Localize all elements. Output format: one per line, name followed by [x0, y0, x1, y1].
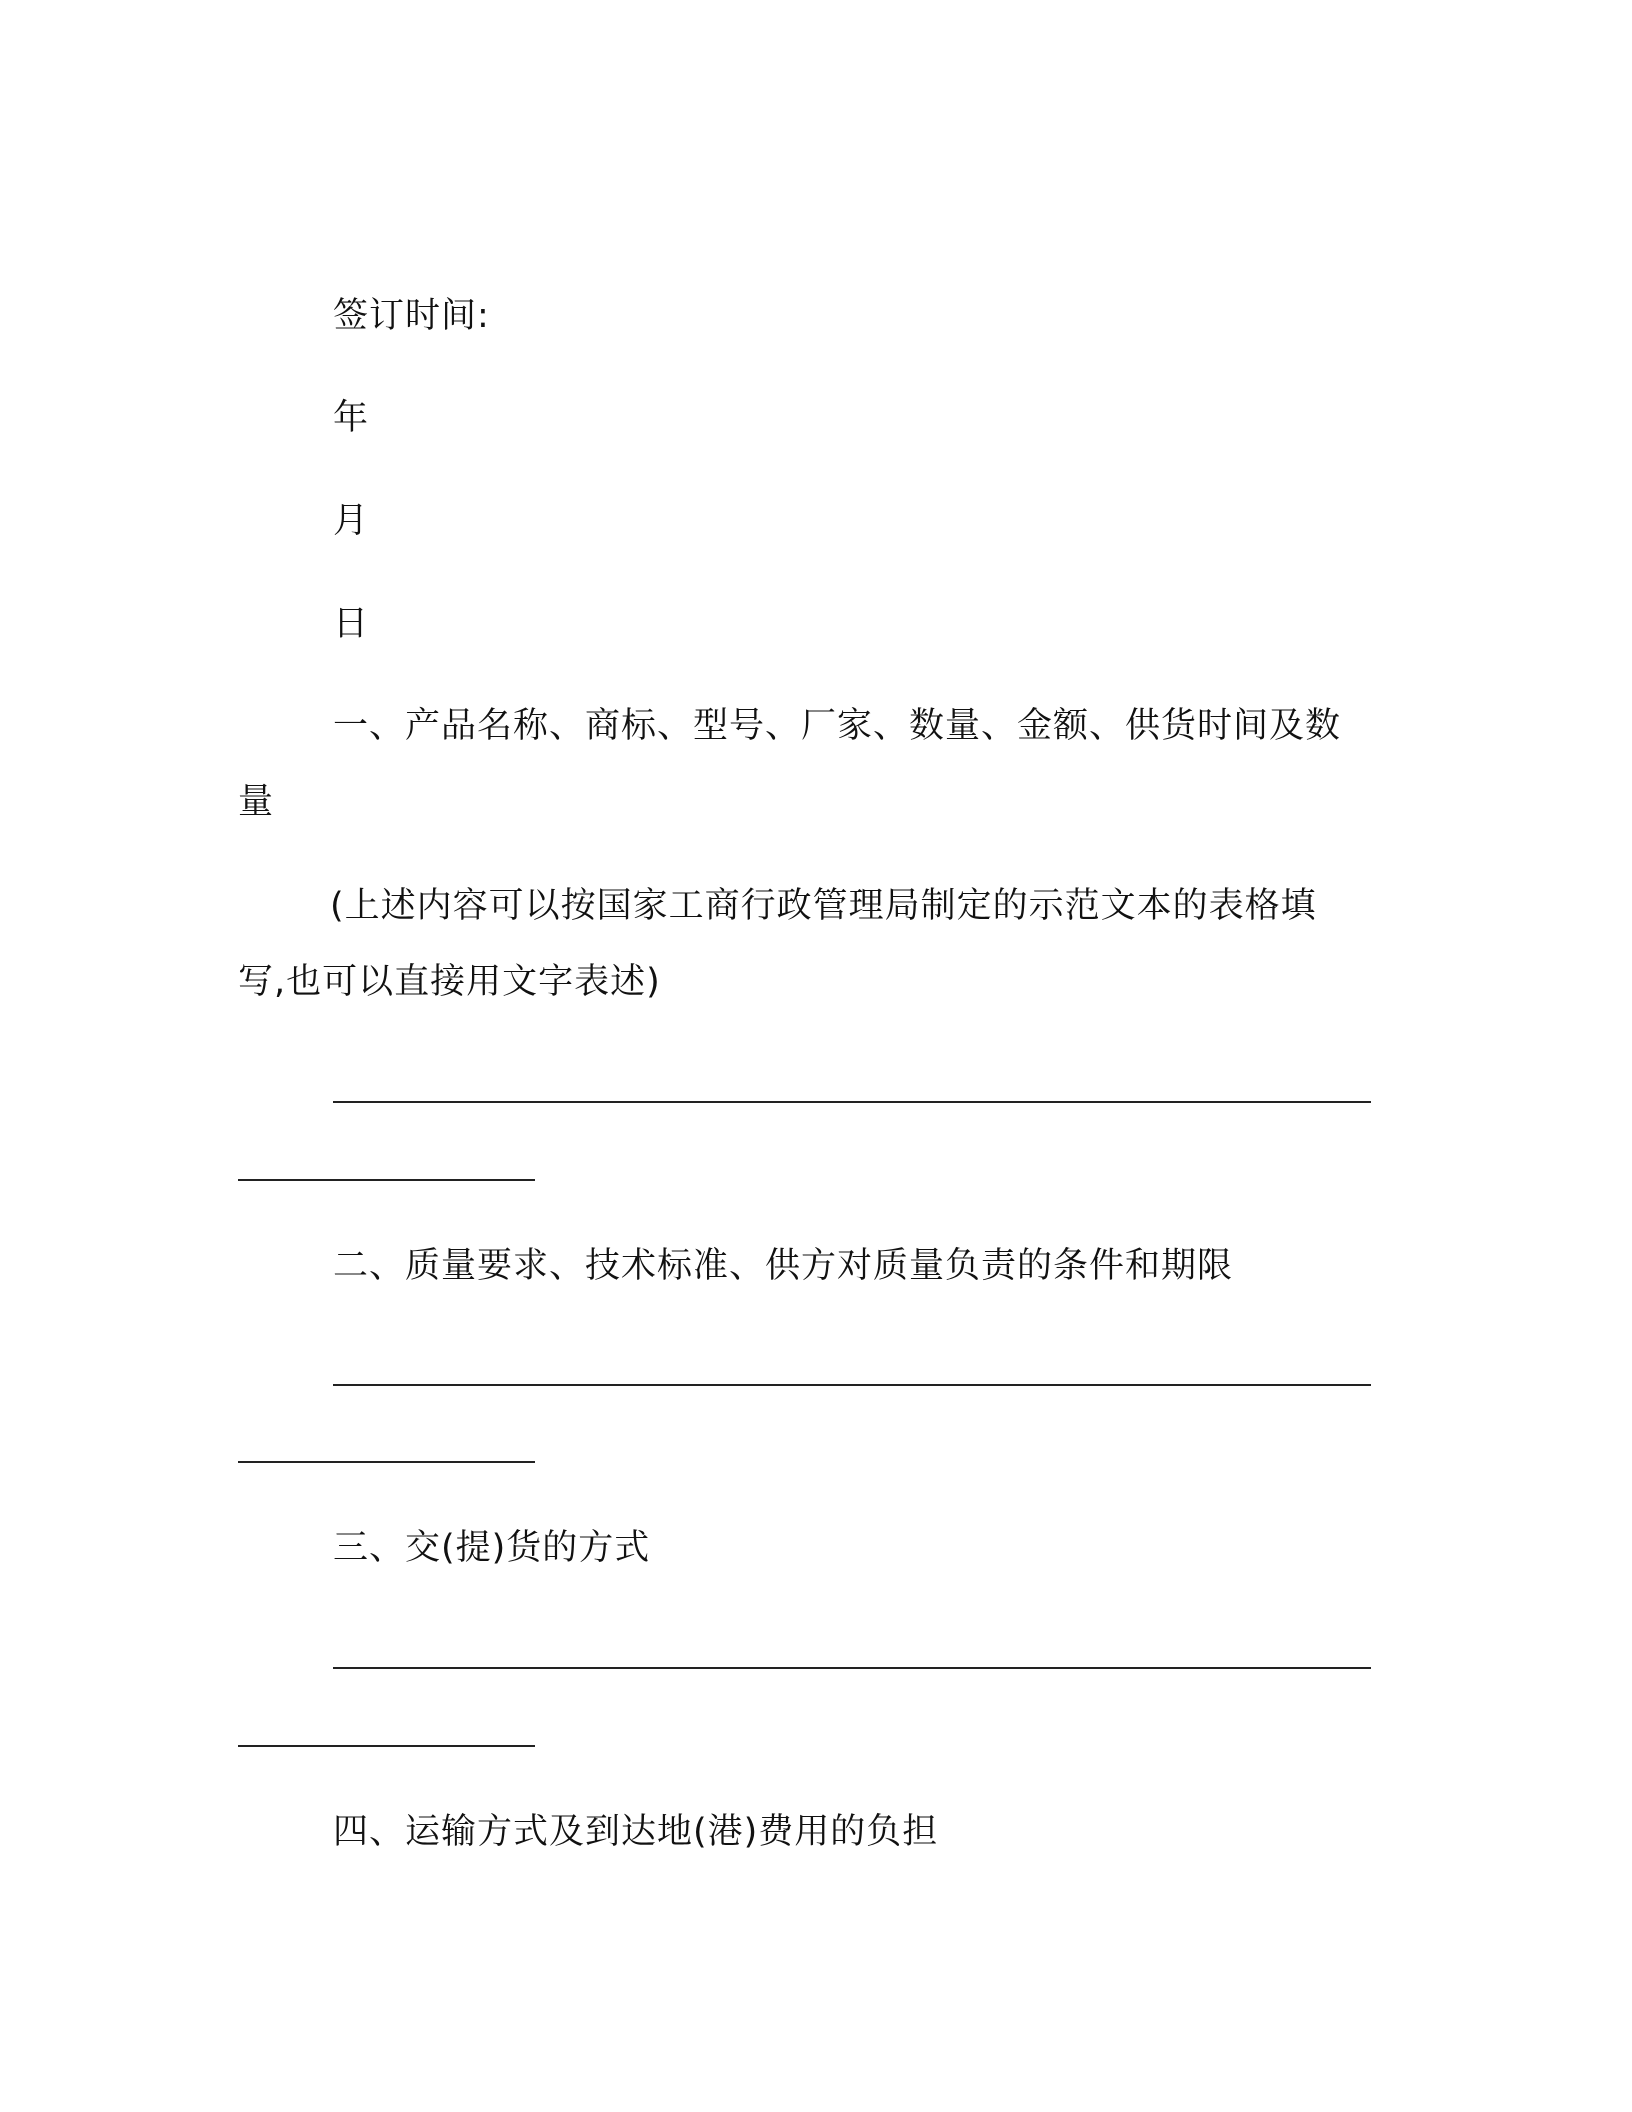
section1-title: 一、产品名称、商标、型号、厂家、数量、金额、供货时间及数	[333, 706, 1342, 746]
section3-title: 三、交(提)货的方式	[333, 1528, 651, 1568]
section3-blank-line-1	[333, 1667, 1371, 1669]
day-label: 日	[333, 604, 370, 644]
section1-note-continued: 写,也可以直接用文字表述)	[238, 962, 661, 1002]
section1-note: (上述内容可以按国家工商行政管理局制定的示范文本的表格填	[330, 886, 1317, 926]
section2-title: 二、质量要求、技术标准、供方对质量负责的条件和期限	[333, 1246, 1234, 1286]
section3-blank-line-2	[238, 1745, 535, 1747]
section1-blank-line-2	[238, 1179, 535, 1181]
month-label: 月	[333, 501, 370, 541]
year-label: 年	[333, 398, 370, 438]
section2-blank-line-1	[333, 1384, 1371, 1386]
section1-blank-line-1	[333, 1101, 1371, 1103]
sign-time-label: 签订时间:	[333, 296, 490, 336]
section1-title-continued: 量	[238, 782, 275, 822]
section2-blank-line-2	[238, 1461, 535, 1463]
section4-title: 四、运输方式及到达地(港)费用的负担	[333, 1812, 939, 1852]
